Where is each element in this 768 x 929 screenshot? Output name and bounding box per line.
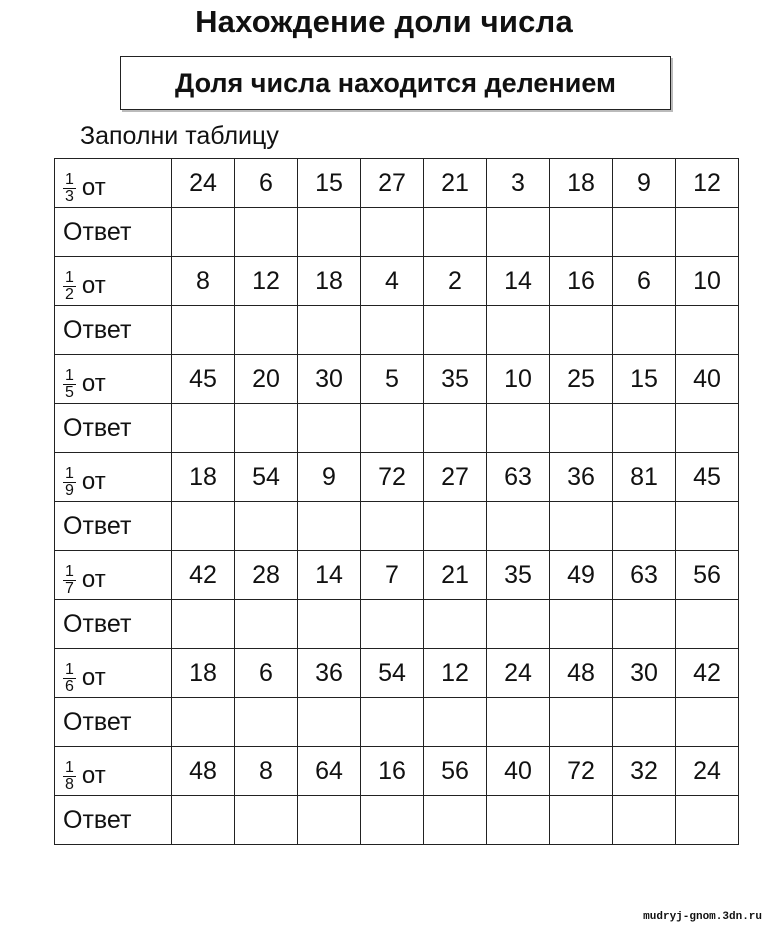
answer-cell[interactable] <box>613 698 676 747</box>
fraction-numerator: 1 <box>65 268 74 286</box>
fraction <box>63 466 76 499</box>
number-cell: 12 <box>676 159 739 208</box>
answer-row <box>55 698 739 747</box>
number-cell: 16 <box>361 747 424 796</box>
fraction <box>63 172 76 205</box>
answer-cell[interactable] <box>613 404 676 453</box>
answer-cell[interactable] <box>235 796 298 845</box>
answer-row <box>55 208 739 257</box>
answer-cell[interactable] <box>298 306 361 355</box>
number-cell: 15 <box>298 159 361 208</box>
of-word: от <box>81 762 106 789</box>
number-cell: 14 <box>487 257 550 306</box>
of-word: от <box>81 370 106 397</box>
fraction-numerator: 1 <box>65 464 74 482</box>
answer-cell[interactable] <box>235 502 298 551</box>
fraction-denominator: 9 <box>65 481 74 499</box>
of-word: от <box>81 664 106 691</box>
fraction-label-cell <box>55 355 172 404</box>
answer-cell[interactable] <box>361 306 424 355</box>
number-cell: 72 <box>361 453 424 502</box>
fraction-denominator: 2 <box>65 285 74 303</box>
number-cell: 48 <box>172 747 235 796</box>
fraction-label-cell <box>55 257 172 306</box>
answer-cell[interactable] <box>676 796 739 845</box>
answer-cell[interactable] <box>424 502 487 551</box>
fraction-denominator: 3 <box>65 187 74 205</box>
answer-cell[interactable] <box>172 208 235 257</box>
number-cell: 18 <box>172 453 235 502</box>
fraction-numerator: 1 <box>65 366 74 384</box>
number-cell: 63 <box>613 551 676 600</box>
number-cell: 30 <box>298 355 361 404</box>
number-cell: 35 <box>424 355 487 404</box>
answer-cell[interactable] <box>361 600 424 649</box>
answer-cell[interactable] <box>676 404 739 453</box>
fraction-row <box>55 257 739 306</box>
answer-cell[interactable] <box>613 502 676 551</box>
of-word: от <box>81 272 106 299</box>
answer-cell[interactable] <box>613 306 676 355</box>
number-cell: 64 <box>298 747 361 796</box>
number-cell: 10 <box>676 257 739 306</box>
number-cell: 5 <box>361 355 424 404</box>
answer-cell[interactable] <box>676 306 739 355</box>
number-cell: 27 <box>361 159 424 208</box>
answer-cell[interactable] <box>424 796 487 845</box>
fraction-label <box>63 172 106 205</box>
answer-cell[interactable] <box>298 208 361 257</box>
fraction-row <box>55 159 739 208</box>
number-cell: 21 <box>424 159 487 208</box>
number-cell: 24 <box>676 747 739 796</box>
answer-cell[interactable] <box>424 208 487 257</box>
answer-cell[interactable] <box>487 404 550 453</box>
fraction-label <box>63 662 106 695</box>
number-cell: 12 <box>235 257 298 306</box>
number-cell: 3 <box>487 159 550 208</box>
number-cell: 9 <box>613 159 676 208</box>
answer-cell[interactable] <box>235 208 298 257</box>
number-cell: 24 <box>487 649 550 698</box>
fraction-numerator: 1 <box>65 170 74 188</box>
answer-cell[interactable] <box>676 208 739 257</box>
fraction-label-cell <box>55 453 172 502</box>
of-word: от <box>81 174 106 201</box>
number-cell: 45 <box>172 355 235 404</box>
answer-cell[interactable] <box>487 306 550 355</box>
fraction-denominator: 6 <box>65 677 74 695</box>
number-cell: 18 <box>172 649 235 698</box>
answer-cell[interactable] <box>361 404 424 453</box>
page-title: Нахождение доли числа <box>195 4 573 39</box>
number-cell: 8 <box>235 747 298 796</box>
fraction-label <box>63 466 106 499</box>
fraction-denominator: 5 <box>65 383 74 401</box>
answer-cell[interactable] <box>298 600 361 649</box>
answer-label: Ответ <box>55 306 172 355</box>
number-cell: 27 <box>424 453 487 502</box>
answer-label: Ответ <box>55 600 172 649</box>
fraction-numerator: 1 <box>65 758 74 776</box>
fraction <box>63 662 76 695</box>
number-cell: 36 <box>550 453 613 502</box>
answer-label: Ответ <box>55 698 172 747</box>
number-cell: 30 <box>613 649 676 698</box>
number-cell: 20 <box>235 355 298 404</box>
number-cell: 7 <box>361 551 424 600</box>
answer-cell[interactable] <box>235 306 298 355</box>
number-cell: 8 <box>172 257 235 306</box>
answer-cell[interactable] <box>172 404 235 453</box>
number-cell: 25 <box>550 355 613 404</box>
fraction-label-cell <box>55 747 172 796</box>
number-cell: 16 <box>550 257 613 306</box>
answer-cell[interactable] <box>550 698 613 747</box>
answer-cell[interactable] <box>298 502 361 551</box>
number-cell: 12 <box>424 649 487 698</box>
answer-cell[interactable] <box>172 600 235 649</box>
fraction-table <box>54 158 739 845</box>
answer-cell[interactable] <box>172 306 235 355</box>
of-word: от <box>81 468 106 495</box>
fraction-label <box>63 760 106 793</box>
number-cell: 45 <box>676 453 739 502</box>
fraction-row <box>55 355 739 404</box>
answer-label: Ответ <box>55 796 172 845</box>
number-cell: 42 <box>676 649 739 698</box>
answer-cell[interactable] <box>487 600 550 649</box>
fraction <box>63 760 76 793</box>
number-cell: 54 <box>361 649 424 698</box>
answer-row <box>55 404 739 453</box>
answer-cell[interactable] <box>361 796 424 845</box>
number-cell: 6 <box>613 257 676 306</box>
fraction <box>63 270 76 303</box>
fraction-label-cell <box>55 551 172 600</box>
number-cell: 40 <box>676 355 739 404</box>
number-cell: 6 <box>235 159 298 208</box>
number-cell: 49 <box>550 551 613 600</box>
fraction-row <box>55 649 739 698</box>
number-cell: 2 <box>424 257 487 306</box>
number-cell: 32 <box>613 747 676 796</box>
number-cell: 21 <box>424 551 487 600</box>
answer-row <box>55 502 739 551</box>
answer-cell[interactable] <box>550 502 613 551</box>
answer-cell[interactable] <box>172 698 235 747</box>
number-cell: 10 <box>487 355 550 404</box>
fraction-denominator: 8 <box>65 775 74 793</box>
fraction-label <box>63 564 106 597</box>
answer-label: Ответ <box>55 404 172 453</box>
fraction-numerator: 1 <box>65 562 74 580</box>
answer-cell[interactable] <box>424 306 487 355</box>
answer-cell[interactable] <box>550 600 613 649</box>
number-cell: 56 <box>424 747 487 796</box>
number-cell: 15 <box>613 355 676 404</box>
fraction-label <box>63 368 106 401</box>
answer-cell[interactable] <box>613 208 676 257</box>
number-cell: 4 <box>361 257 424 306</box>
fraction-row <box>55 747 739 796</box>
answer-cell[interactable] <box>235 698 298 747</box>
answer-cell[interactable] <box>676 698 739 747</box>
answer-cell[interactable] <box>550 208 613 257</box>
answer-cell[interactable] <box>424 600 487 649</box>
answer-row <box>55 306 739 355</box>
answer-cell[interactable] <box>676 600 739 649</box>
answer-cell[interactable] <box>298 404 361 453</box>
fraction-numerator: 1 <box>65 660 74 678</box>
answer-cell[interactable] <box>550 306 613 355</box>
answer-cell[interactable] <box>550 796 613 845</box>
number-cell: 56 <box>676 551 739 600</box>
rule-text: Доля числа находится делением <box>175 67 616 98</box>
number-cell: 72 <box>550 747 613 796</box>
answer-cell[interactable] <box>172 502 235 551</box>
number-cell: 14 <box>298 551 361 600</box>
number-cell: 9 <box>298 453 361 502</box>
answer-cell[interactable] <box>676 502 739 551</box>
answer-row <box>55 600 739 649</box>
number-cell: 54 <box>235 453 298 502</box>
answer-cell[interactable] <box>487 698 550 747</box>
fraction <box>63 564 76 597</box>
rule-box <box>120 56 671 110</box>
fraction-denominator: 7 <box>65 579 74 597</box>
number-cell: 63 <box>487 453 550 502</box>
number-cell: 81 <box>613 453 676 502</box>
answer-cell[interactable] <box>235 404 298 453</box>
number-cell: 36 <box>298 649 361 698</box>
answer-cell[interactable] <box>424 404 487 453</box>
answer-cell[interactable] <box>361 698 424 747</box>
answer-label: Ответ <box>55 208 172 257</box>
fraction-label-cell <box>55 159 172 208</box>
answer-row <box>55 796 739 845</box>
answer-cell[interactable] <box>550 404 613 453</box>
answer-cell[interactable] <box>487 502 550 551</box>
fraction-label <box>63 270 106 303</box>
number-cell: 6 <box>235 649 298 698</box>
answer-cell[interactable] <box>235 600 298 649</box>
fraction-row <box>55 453 739 502</box>
number-cell: 48 <box>550 649 613 698</box>
answer-cell[interactable] <box>424 698 487 747</box>
answer-cell[interactable] <box>361 502 424 551</box>
answer-cell[interactable] <box>361 208 424 257</box>
number-cell: 18 <box>550 159 613 208</box>
fraction <box>63 368 76 401</box>
answer-cell[interactable] <box>613 600 676 649</box>
number-cell: 42 <box>172 551 235 600</box>
answer-cell[interactable] <box>487 208 550 257</box>
answer-cell[interactable] <box>298 796 361 845</box>
number-cell: 35 <box>487 551 550 600</box>
number-cell: 18 <box>298 257 361 306</box>
number-cell: 28 <box>235 551 298 600</box>
instruction-text: Заполни таблицу <box>80 122 279 150</box>
number-cell: 24 <box>172 159 235 208</box>
table-body <box>55 159 739 845</box>
fraction-label-cell <box>55 649 172 698</box>
answer-cell[interactable] <box>487 796 550 845</box>
fraction-row <box>55 551 739 600</box>
answer-cell[interactable] <box>172 796 235 845</box>
number-cell: 40 <box>487 747 550 796</box>
answer-cell[interactable] <box>613 796 676 845</box>
answer-cell[interactable] <box>298 698 361 747</box>
watermark: mudryj-gnom.3dn.ru <box>643 911 762 923</box>
of-word: от <box>81 566 106 593</box>
answer-label: Ответ <box>55 502 172 551</box>
